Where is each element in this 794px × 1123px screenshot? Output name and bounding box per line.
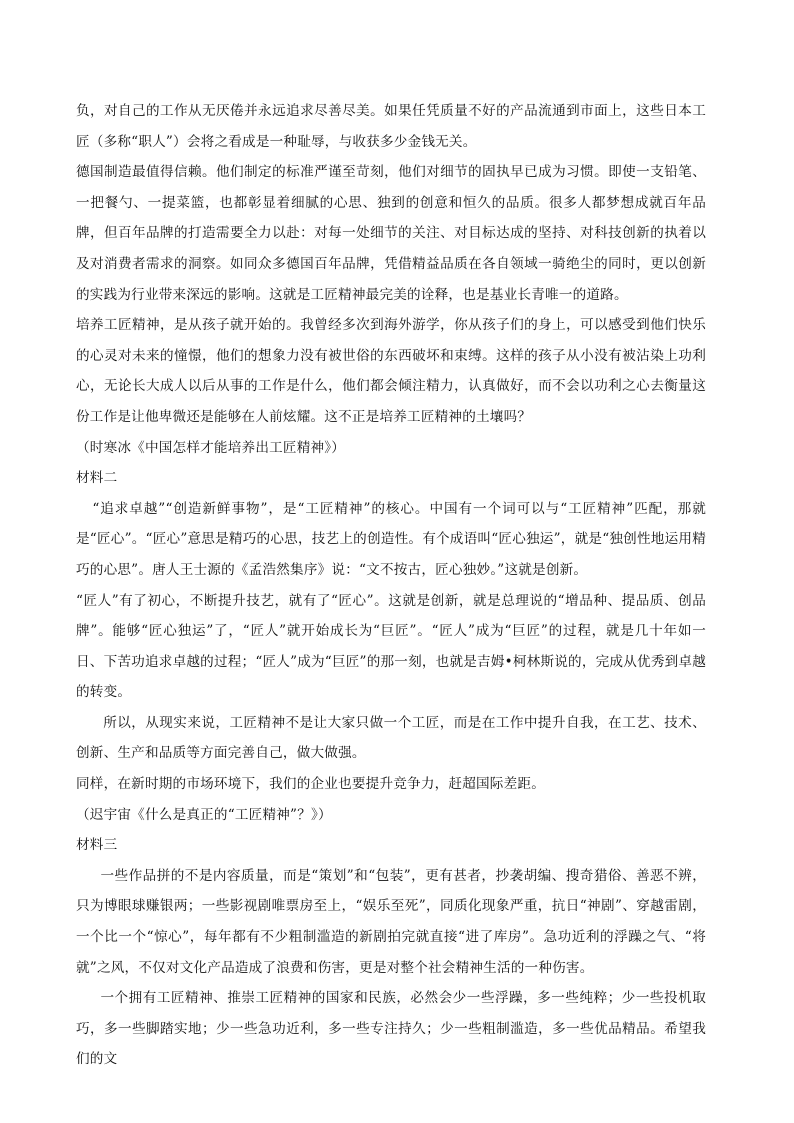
paragraph-germany-made: 德国制造最值得信赖。他们制定的标准严谨至苛刻，他们对细节的固执早已成为习惯。即使一支铅笔、一把餐勺、一提菜篮，也都彰显着细腻的心思、独到的创意和恒久的品质。很多人都梦想成就百年品牌，但百年品牌的打造需要全力以赴：对每一处细节的关注、对目标达成的坚持、对科技创新的执着以及对消费者需求的洞察。如同众多德国百年品牌，凭借精益品质在各自领域一骑绝尘的同时，更以创新的实践为行业带来深远的影响。这就是工匠精神最完美的诠释，也是基业长青唯一的道路。 xyxy=(76,164,706,303)
paragraph-craftsman-growth: “匠人”有了初心，不断提升技艺，就有了“匠心”。这就是创新，就是总理说的“增品种、提品质、创品牌”。能够“匠心独运”了，“匠人”就开始成长为“巨匠”。“匠人”成为“巨匠”的过程，就是几十年如一日、下苦功追求卓越的过程；“匠人”成为“巨匠”的那一刻，也就是吉姆•柯林斯说的，完成从优秀到卓越的转变。 xyxy=(76,592,706,701)
paragraph-nation-spirit: 一个拥有工匠精神、推崇工匠精神的国家和民族，必然会少一些浮躁，多一些纯粹；少一些投机取巧，多一些脚踏实地；少一些急功近利，多一些专注持久；少一些粗制滥造，多一些优品精品。希望我们的文 xyxy=(76,990,706,1068)
paragraph-japan-craftsmen: 负，对自己的工作从无厌倦并永远追求尽善尽美。如果任凭质量不好的产品流通到市面上，这些日本工匠（多称“职人”）会将之看成是一种耻辱，与收获多少金钱无关。 xyxy=(76,103,706,150)
source-citation-2: （迟宇宙《什么是真正的“工匠精神”？》） xyxy=(76,806,332,823)
paragraph-works-criticism: 一些作品拼的不是内容质量，而是“策划”和“包装”，更有甚者，抄袭胡编、搜奇猎俗、善恶不辨，只为博眼球赚银两；一些影视剧唯票房至上，“娱乐至死”，同质化现象严重，抗日“神剧”、穿越雷剧，一个比一个“惊心”，每年都有不少粗制滥造的新剧拍完就直接“进了库房”。急功近利的浮躁之气、“将就”之风，不仅对文化产品造成了浪费和伤害，更是对整个社会精神生活的一种伤害。 xyxy=(76,867,706,976)
paragraph-children-cultivation: 培养工匠精神，是从孩子就开始的。我曾经多次到海外游学，你从孩子们的身上，可以感受到他们快乐的心灵对未来的憧憬，他们的想象力没有被世俗的东西破坏和束缚。这样的孩子从小没有被沾染上功利心，无论长大成人以后从事的工作是什么，他们都会倾注精力，认真做好，而不会以功利之心去衡量这份工作是让他卑微还是能够在人前炫耀。这不正是培养工匠精神的土壤吗？ xyxy=(76,317,706,425)
paragraph-enterprise: 同样，在新时期的市场环境下，我们的企业也要提升竞争力，赶超国际差距。 xyxy=(76,776,545,793)
source-citation-1: （时寒冰《中国怎样才能培养出工匠精神》） xyxy=(76,439,346,456)
section-heading-material-2: 材料二 xyxy=(76,470,118,487)
paragraph-reality: 所以，从现实来说，工匠精神不是让大家只做一个工匠，而是在工作中提升自我，在工艺、技术、创新、生产和品质等方面完善自己，做大做强。 xyxy=(76,714,706,762)
paragraph-craftsman-core: “追求卓越”“创造新鲜事物”，是“工匠精神”的核心。中国有一个词可以与“工匠精神”匹配，那就是“匠心”。“匠心”意思是精巧的心思，技艺上的创造性。有个成语叫“匠心独运”，就是“独创性地运用精巧的心思”。唐人王士源的《孟浩然集序》说：“文不按古，匠心独妙。”这就是创新。 xyxy=(76,500,706,578)
section-heading-material-3: 材料三 xyxy=(76,837,118,854)
